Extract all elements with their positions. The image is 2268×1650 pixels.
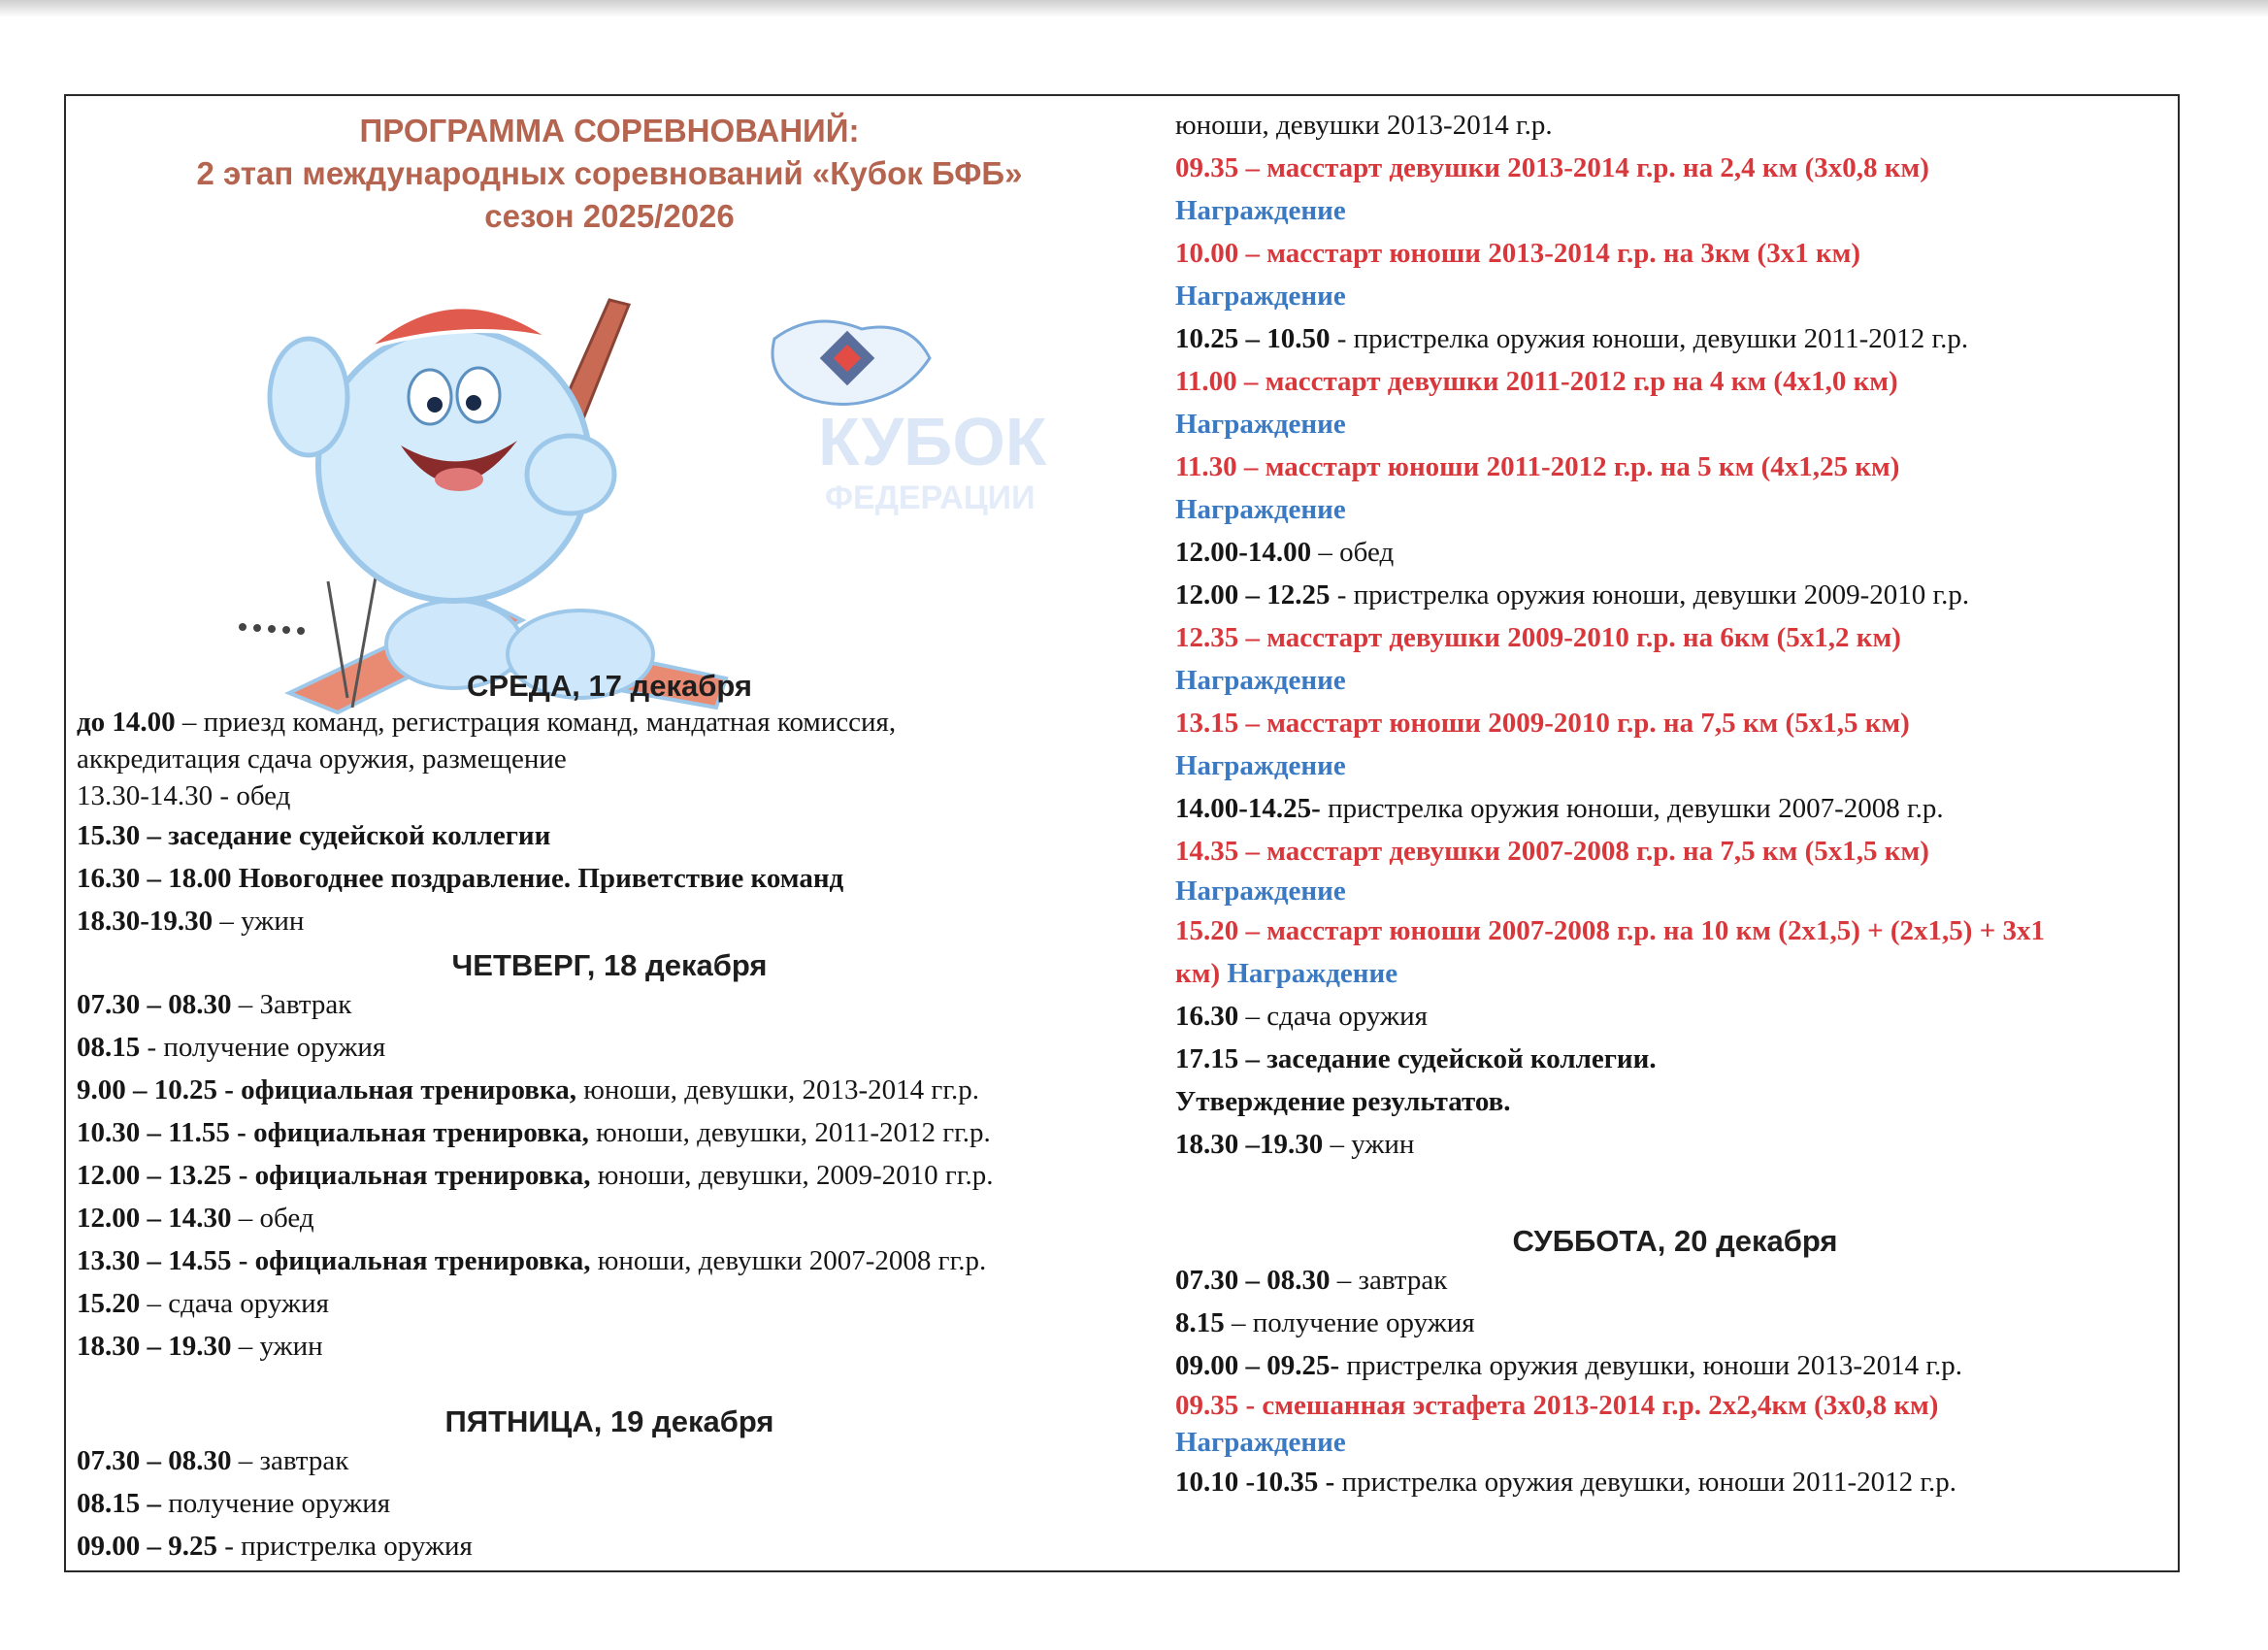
schedule-line: 12.00 – 12.25 - пристрелка оружия юноши, девушки 2009-2010 г.р. — [1175, 579, 1970, 610]
dots — [239, 623, 305, 635]
wednesday-title: СРЕДА, 17 декабря — [467, 669, 752, 703]
schedule-line: 12.00 – 14.30 – обед — [77, 1203, 314, 1234]
schedule-line: Утверждение результатов. — [1175, 1086, 1511, 1117]
friday-section — [66, 1404, 1153, 1568]
race-line: 12.35 – масстарт девушки 2009-2010 г.р. на 6км (5х1,2 км) — [1175, 622, 1901, 653]
eye-right — [457, 368, 500, 422]
award-line: Награждение — [1175, 494, 1346, 525]
schedule-line: 15.30 – заседание судейской коллегии — [77, 820, 551, 851]
mascot-hand-right — [527, 436, 614, 513]
schedule-line: 10.25 – 10.50 - пристрелка оружия юноши, девушки 2011-2012 г.р. — [1175, 323, 1969, 354]
race-line: 10.00 – масстарт юноши 2013-2014 г.р. на 3км (3х1 км) — [1175, 238, 1861, 269]
mascot-tongue — [435, 468, 483, 491]
award-line: Награждение — [1175, 665, 1346, 696]
award-line: Награждение — [1175, 1427, 1346, 1458]
header-subtitle: 2 этап международных соревнований «Кубок БФБ» — [196, 155, 1023, 191]
schedule-line: 14.00-14.25- пристрелка оружия юноши, девушки 2007-2008 г.р. — [1175, 793, 1944, 824]
schedule-line: 12.00-14.00 – обед — [1175, 537, 1395, 568]
thursday-section — [66, 948, 1153, 1368]
pupil-left — [427, 397, 443, 412]
schedule-line: 08.15 - получение оружия — [77, 1032, 386, 1063]
schedule-line: 16.30 – 18.00 Новогоднее поздравление. Приветствие команд — [77, 863, 844, 894]
schedule-line: юноши, девушки 2013-2014 г.р. — [1175, 110, 1553, 141]
schedule-line: 07.30 – 08.30 – завтрак — [1175, 1265, 1448, 1296]
schedule-line: 16.30 – сдача оружия — [1175, 1001, 1428, 1032]
thursday-title: ЧЕТВЕРГ, 18 декабря — [451, 948, 768, 982]
friday-title: ПЯТНИЦА, 19 декабря — [444, 1404, 774, 1438]
race-line: 14.35 – масстарт девушки 2007-2008 г.р. на 7,5 км (5х1,5 км) — [1175, 836, 1929, 867]
race-line: 11.00 – масстарт девушки 2011-2012 г.р на 4 км (4х1,0 км) — [1175, 366, 1898, 397]
schedule-line: аккредитация сдача оружия, размещение — [77, 743, 567, 775]
logo-subtitle: ФЕДЕРАЦИИ — [825, 479, 1035, 516]
schedule-line: 08.15 – получение оружия — [77, 1488, 391, 1519]
award-line: Награждение — [1175, 875, 1346, 907]
schedule-line: 18.30-19.30 – ужин — [77, 906, 305, 937]
header-title: ПРОГРАММА СОРЕВНОВАНИЙ: — [359, 113, 860, 148]
schedule-line: 09.00 – 9.25 - пристрелка оружия — [77, 1531, 473, 1562]
right-column — [1175, 104, 2175, 1503]
award-line: Награждение — [1175, 195, 1346, 226]
schedule-line: 10.10 -10.35 - пристрелка оружия девушки, юноши 2011-2012 г.р. — [1175, 1467, 1957, 1498]
award-line: Награждение — [1175, 409, 1346, 440]
schedule-line: 15.20 – сдача оружия — [77, 1288, 329, 1319]
race-line: 11.30 – масстарт юноши 2011-2012 г.р. на 5 км (4х1,25 км) — [1175, 451, 1900, 482]
award-line: Награждение — [1175, 280, 1346, 312]
race-line: 09.35 - смешанная эстафета 2013-2014 г.р. 2х2,4км (3х0,8 км) — [1175, 1390, 1939, 1421]
schedule-frame — [64, 94, 2180, 1572]
schedule-line: до 14.00 – приезд команд, регистрация команд, мандатная комиссия, — [77, 707, 897, 738]
schedule-line: 13.30-14.30 - обед — [77, 780, 291, 811]
award-line: Награждение — [1175, 750, 1346, 781]
race-line: 09.35 – масстарт девушки 2013-2014 г.р. на 2,4 км (3х0,8 км) — [1175, 152, 1929, 183]
header-season: сезон 2025/2026 — [484, 198, 735, 234]
schedule-line: 9.00 – 10.25 - официальная тренировка, юноши, девушки, 2013-2014 гг.р. — [77, 1074, 979, 1106]
eye-left — [409, 370, 451, 424]
logo-title: КУБОК — [818, 404, 1046, 479]
schedule-line: 18.30 –19.30 – ужин — [1175, 1129, 1415, 1160]
schedule-line: 10.30 – 11.55 - официальная тренировка, юноши, девушки, 2011-2012 гг.р. — [77, 1117, 991, 1148]
schedule-line: 17.15 – заседание судейской коллегии. — [1175, 1043, 1657, 1074]
schedule-line: 18.30 – 19.30 – ужин — [77, 1331, 323, 1362]
schedule-line: 8.15 – получение оружия — [1175, 1307, 1475, 1338]
schedule-line: 07.30 – 08.30 – завтрак — [77, 1445, 349, 1476]
saturday-title: СУББОТА, 20 декабря — [1512, 1224, 1838, 1258]
schedule-line: 13.30 – 14.55 - официальная тренировка, юноши, девушки 2007-2008 гг.р. — [77, 1245, 987, 1276]
race-line-cont: км) Награждение — [1175, 958, 1398, 989]
schedule-line: 09.00 – 09.25- пристрелка оружия девушки, юноши 2013-2014 г.р. — [1175, 1350, 1962, 1381]
scan-edge — [0, 0, 2268, 17]
mascot-hand — [270, 339, 347, 455]
pupil-right — [466, 395, 481, 411]
program-header — [66, 110, 1153, 238]
schedule-line: 07.30 – 08.30 – Завтрак — [77, 989, 352, 1020]
schedule-line: 12.00 – 13.25 - официальная тренировка, юноши, девушки, 2009-2010 гг.р. — [77, 1160, 994, 1191]
thursday-rows — [66, 983, 1153, 1368]
friday-rows — [66, 1439, 1153, 1568]
wednesday-section — [66, 669, 1153, 942]
race-line: 15.20 – масстарт юноши 2007-2008 г.р. на 10 км (2х1,5) + (2х1,5) + 3х1 — [1175, 915, 2045, 946]
race-line: 13.15 – масстарт юноши 2009-2010 г.р. на 7,5 км (5х1,5 км) — [1175, 708, 1910, 739]
